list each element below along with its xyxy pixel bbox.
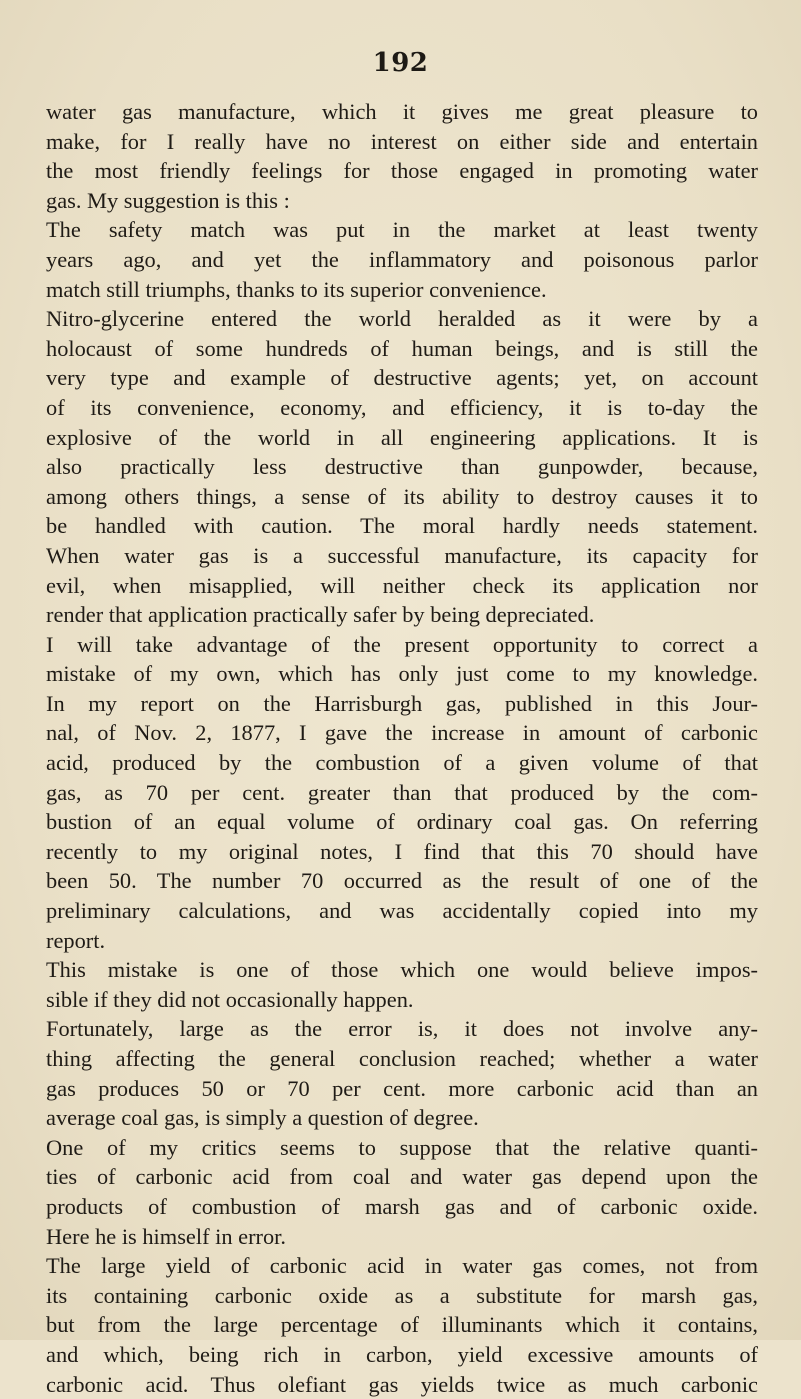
text-line: Fortunately, large as the error is, it does not involve any- (46, 1016, 758, 1042)
text-line: match still triumphs, thanks to its superior convenience. (46, 276, 547, 302)
text-line: holocaust of some hundreds of human beings, and is still the (46, 335, 758, 361)
text-line: also practically less destructive than gunpowder, because, (46, 454, 758, 480)
text-line: ties of carbonic acid from coal and water gas depend upon the (46, 1164, 758, 1190)
text-line: Nitro-glycerine entered the world heralded as it were by a (46, 306, 758, 332)
text-line: nal, of Nov. 2, 1877, I gave the increase in amount of carbonic (46, 720, 758, 746)
text-line: mistake of my own, which has only just come to my knowledge. (46, 661, 758, 687)
text-line: report. (46, 927, 106, 953)
text-line: preliminary calculations, and was accidentally copied into my (46, 898, 758, 924)
text-line: been 50. The number 70 occurred as the result of one of the (46, 868, 758, 894)
text-line: evil, when misapplied, will neither check its application nor (46, 572, 758, 598)
text-line: render that application practically safer by being depreciated. (46, 602, 595, 628)
text-line: carbonic acid. Thus olefiant gas yields twice as much carbonic (46, 1371, 758, 1397)
text-line: explosive of the world in all engineering applications. It is (46, 424, 758, 450)
text-line: recently to my original notes, I find that this 70 should have (46, 838, 758, 864)
body-text (46, 97, 758, 1399)
text-line: and which, being rich in carbon, yield excessive amounts of (46, 1341, 758, 1367)
text-line: but from the large percentage of illuminants which it contains, (46, 1312, 758, 1338)
text-line: its containing carbonic oxide as a substitute for marsh gas, (46, 1282, 758, 1308)
text-line: sible if they did not occasionally happen. (46, 986, 414, 1012)
text-line: gas, as 70 per cent. greater than that produced by the com- (46, 779, 758, 805)
text-line: acid, produced by the combustion of a given volume of that (46, 750, 758, 776)
text-line: This mistake is one of those which one would believe impos- (46, 957, 758, 983)
text-line: gas. My suggestion is this : (46, 187, 290, 213)
text-line: gas produces 50 or 70 per cent. more carbonic acid than an (46, 1075, 758, 1101)
text-line: be handled with caution. The moral hardly needs statement. (46, 513, 758, 539)
text-line: The safety match was put in the market at least twenty (46, 217, 758, 243)
text-line: of its convenience, economy, and efficiency, it is to-day the (46, 394, 758, 420)
text-line: One of my critics seems to suppose that the relative quanti- (46, 1134, 758, 1160)
text-line: In my report on the Harrisburgh gas, published in this Jour- (46, 690, 758, 716)
text-line: years ago, and yet the inflammatory and poisonous parlor (46, 246, 758, 272)
text-line: very type and example of destructive agents; yet, on account (46, 365, 758, 391)
text-line: the most friendly feelings for those engaged in promoting water (46, 158, 758, 184)
text-line: average coal gas, is simply a question of degree. (46, 1105, 479, 1131)
page-number: 192 (372, 48, 429, 78)
text-line: I will take advantage of the present opportunity to correct a (46, 631, 758, 657)
text-line: Here he is himself in error. (46, 1223, 286, 1249)
text-line: When water gas is a successful manufacture, its capacity for (46, 542, 758, 568)
text-line: products of combustion of marsh gas and of carbonic oxide. (46, 1193, 758, 1219)
text-line: water gas manufacture, which it gives me great pleasure to (46, 99, 758, 124)
text-line: bustion of an equal volume of ordinary coal gas. On referring (46, 809, 758, 835)
text-line: The large yield of carbonic acid in water gas comes, not from (46, 1253, 758, 1279)
text-line: make, for I really have no interest on either side and entertain (46, 128, 758, 154)
text-line: thing affecting the general conclusion reached; whether a water (46, 1046, 758, 1071)
text-line: among others things, a sense of its ability to destroy causes it to (46, 483, 758, 509)
